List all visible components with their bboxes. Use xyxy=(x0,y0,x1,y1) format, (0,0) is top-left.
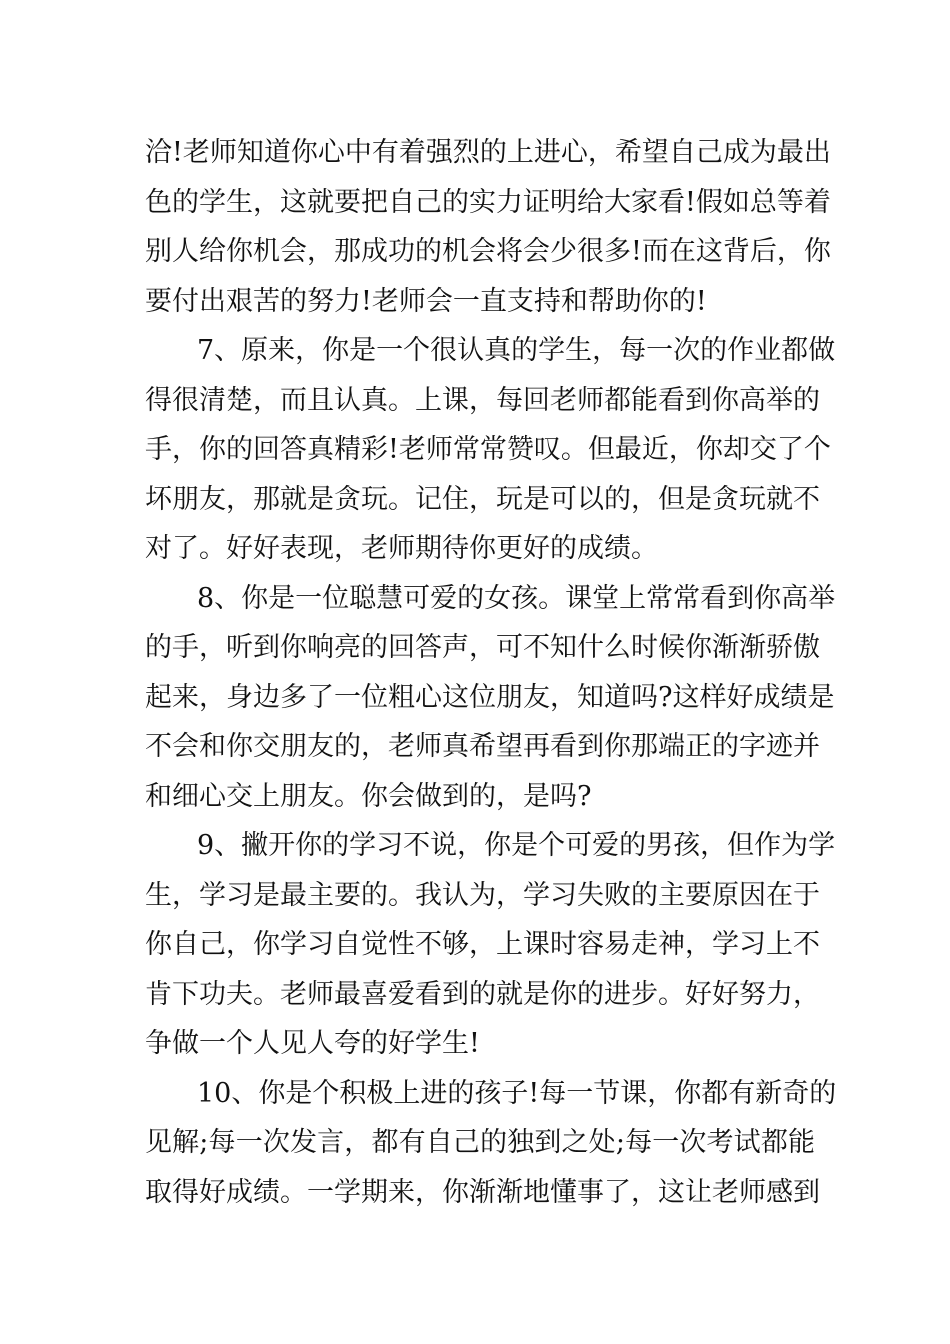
text-line: 不会和你交朋友的，老师真希望再看到你那端正的字迹并 xyxy=(145,731,820,762)
text-line: 得很清楚，而且认真。上课，每回老师都能看到你高举的 xyxy=(145,384,820,416)
text-line: 对了。好好表现，老师期待你更好的成绩。 xyxy=(145,533,658,564)
text-line: 色的学生，这就要把自己的实力证明给大家看!假如总等着 xyxy=(145,186,831,218)
text-line: 9、撇开你的学习不说，你是个可爱的男孩，但作为学 xyxy=(197,830,836,861)
text-line: 生，学习是最主要的。我认为，学习失败的主要原因在于 xyxy=(145,879,820,911)
paragraph-9 xyxy=(145,821,836,1069)
paragraph-8 xyxy=(145,574,836,822)
text-line: 10、你是个积极上进的孩子!每一节课，你都有新奇的 xyxy=(197,1077,837,1109)
text-line: 要付出艰苦的努力!老师会一直支持和帮助你的! xyxy=(145,285,707,317)
document-body xyxy=(145,128,837,1217)
text-line: 你自己，你学习自觉性不够，上课时容易走神，学习上不 xyxy=(145,929,820,960)
text-line: 8、你是一位聪慧可爱的女孩。课堂上常常看到你高举 xyxy=(197,582,836,614)
text-line: 7、原来，你是一个很认真的学生，每一次的作业都做 xyxy=(197,335,836,366)
text-line: 别人给你机会，那成功的机会将会少很多!而在这背后，你 xyxy=(145,236,831,267)
text-line: 争做一个人见人夸的好学生! xyxy=(145,1028,480,1059)
paragraph-10 xyxy=(145,1069,837,1218)
paragraph-7 xyxy=(145,326,836,574)
text-line: 起来，身边多了一位粗心这位朋友，知道吗?这样好成绩是 xyxy=(145,681,835,713)
text-line: 坏朋友，那就是贪玩。记住，玩是可以的，但是贪玩就不 xyxy=(145,483,820,515)
text-line: 取得好成绩。一学期来，你渐渐地懂事了，这让老师感到 xyxy=(145,1176,820,1208)
text-line: 见解;每一次发言，都有自己的独到之处;每一次考试都能 xyxy=(145,1127,815,1158)
paragraph-6-continuation xyxy=(145,128,831,326)
text-line: 手，你的回答真精彩!老师常常赞叹。但最近，你却交了个 xyxy=(145,434,831,465)
text-line: 和细心交上朋友。你会做到的，是吗? xyxy=(145,780,592,812)
text-line: 的手，听到你响亮的回答声，可不知什么时候你渐渐骄傲 xyxy=(145,632,820,663)
text-line: 洽!老师知道你心中有着强烈的上进心，希望自己成为最出 xyxy=(145,137,831,168)
text-line: 肯下功夫。老师最喜爱看到的就是你的进步。好好努力， xyxy=(145,978,820,1010)
